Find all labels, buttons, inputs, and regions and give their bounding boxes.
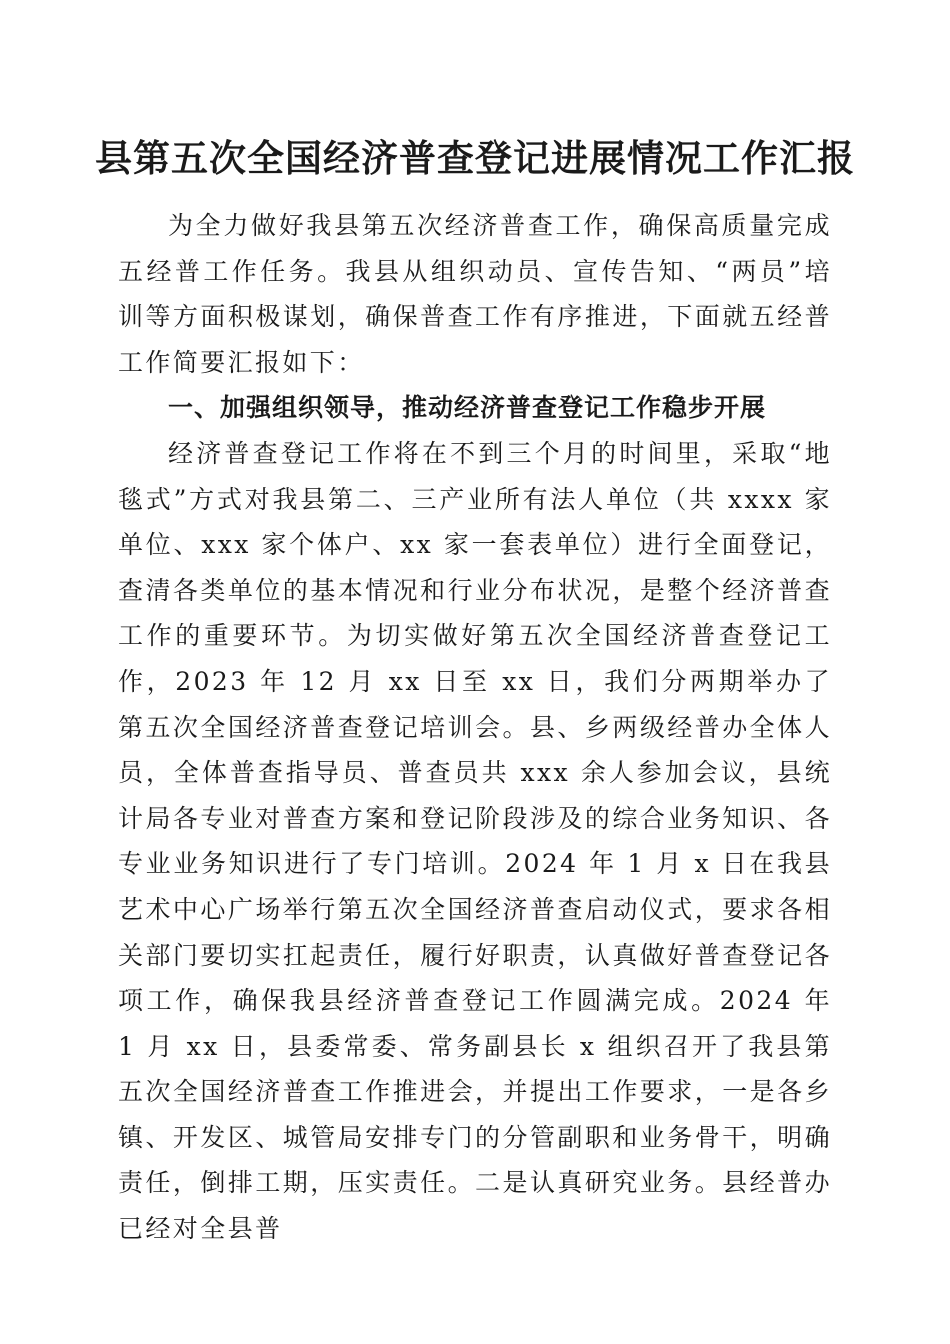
- section-heading: 一、加强组织领导，推动经济普查登记工作稳步开展: [168, 393, 767, 423]
- document-body: [118, 203, 832, 1252]
- intro-paragraph: 为全力做好我县第五次经济普查工作，确保高质量完成五经普工作任务。我县从组织动员、宣传告知、“两员”培训等方面积极谋划，确保普查工作有序推进，下面就五经普工作简要汇报如下：: [118, 211, 832, 377]
- document-title: 县第五次全国经济普查登记进展情况工作汇报: [95, 136, 855, 180]
- section-paragraph: 经济普查登记工作将在不到三个月的时间里，采取“地毯式”方式对我县第二、三产业所有法人单位（共 xxxx 家单位、xxx 家个体户、xx 家一套表单位）进行全面登记，查清各类单位的基本情况和行业分布状况，是整个经济普查工作的重要环节。为切实做好第五次全国经济普查登记工作，2023 年 12 月 xx 日至 xx 日，我们分两期举办了第五次全国经济普查登记培训会。县、乡两级经普办全体人员，全体普查指导员、普查员共 xxx 余人参加会议，县统计局各专业对普查方案和登记阶段涉及的综合业务知识、各专业业务知识进行了专门培训。2024 年 1 月 x 日在我县艺术中心广场举行第五次全国经济普查启动仪式，要求各相关部门要切实扛起责任，履行好职责，认真做好普查登记各项工作，确保我县经济普查登记工作圆满完成。2024 年 1 月 xx 日，县委常委、常务副县长 x 组织召开了我县第五次全国经济普查工作推进会，并提出工作要求，一是各乡镇、开发区、城管局安排专门的分管副职和业务骨干，明确责任，倒排工期，压实责任。二是认真研究业务。县经普办已经对全县普: [118, 438, 832, 1244]
